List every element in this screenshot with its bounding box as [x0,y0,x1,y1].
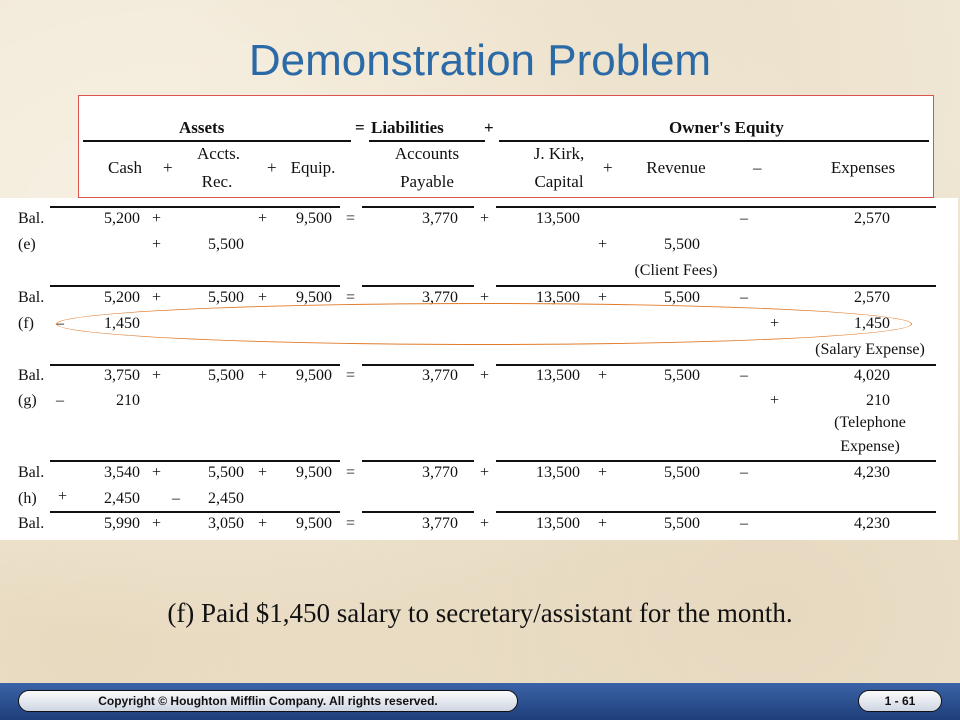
ap-value: 3,770 [422,464,458,481]
rec-value: 3,050 [208,515,244,532]
revenue-value: 5,500 [664,236,700,253]
capital-heading-1: J. Kirk, [533,144,585,163]
row-label: (e) [18,236,36,253]
operator: – [740,515,748,532]
balance-rule [50,511,340,513]
balance-rule [362,364,474,366]
balance-rule [496,285,936,287]
highlight-ellipse [56,303,912,345]
equals-sign: = [346,464,356,481]
plus-sign: + [267,158,277,177]
operator: + [480,289,490,306]
operator: – [56,392,64,409]
row-label: Bal. [18,515,45,532]
plus-sign: + [484,118,494,137]
rec-value: 5,500 [208,289,244,306]
expenses-value: 2,570 [854,210,890,227]
operator: – [740,464,748,481]
balance-rule [50,206,340,208]
row-label: (f) [18,315,34,332]
cash-value: 5,990 [104,515,140,532]
ap-heading-2: Payable [400,172,454,191]
cash-heading: Cash [108,158,142,177]
capital-value: 13,500 [536,367,580,384]
equip-value: 9,500 [296,515,332,532]
ap-value: 3,770 [422,210,458,227]
operator: + [770,315,780,332]
equip-value: 9,500 [296,464,332,481]
capital-value: 13,500 [536,515,580,532]
operator: + [598,367,608,384]
balance-rule [362,285,474,287]
operator: + [152,289,162,306]
equip-value: 9,500 [296,210,332,227]
slide-number: 1 - 61 [858,690,942,712]
plus-sign: + [163,158,173,177]
operator: + [598,464,608,481]
rec-value: 5,500 [208,464,244,481]
rec-value: 5,500 [208,367,244,384]
balance-rule [496,511,936,513]
balance-rule [362,511,474,513]
ap-value: 3,770 [422,289,458,306]
ap-value: 3,770 [422,515,458,532]
equals-sign: = [346,210,356,227]
expenses-value: 1,450 [854,315,890,332]
copyright-notice: Copyright © Houghton Mifflin Company. All rights reserved. [18,690,518,712]
owners-equity-heading: Owner's Equity [669,118,784,137]
operator: – [56,315,64,332]
operator: – [740,289,748,306]
transaction-note: (Salary Expense) [815,341,925,358]
capital-value: 13,500 [536,210,580,227]
balance-rule [50,460,340,462]
transaction-description: (f) Paid $1,450 salary to secretary/assistant for the month. [167,598,793,628]
operator: + [152,236,162,253]
operator: + [480,367,490,384]
operator: + [258,289,268,306]
slide-title: Demonstration Problem [248,36,712,85]
rec-value: 5,500 [208,236,244,253]
operator: + [58,488,68,505]
operator: + [480,515,490,532]
operator: – [740,210,748,227]
balance-rule [50,285,340,287]
operator: + [598,515,608,532]
expenses-value: 4,020 [854,367,890,384]
cash-value: 3,750 [104,367,140,384]
transaction-note: (Client Fees) [634,262,718,279]
row-label: Bal. [18,289,45,306]
expenses-value: 210 [866,392,890,409]
operator: + [258,367,268,384]
operator: – [172,490,180,507]
rec-value: 2,450 [208,490,244,507]
capital-value: 13,500 [536,289,580,306]
cash-value: 210 [116,392,140,409]
cash-value: 1,450 [104,315,140,332]
accts-rec-heading-2: Rec. [201,172,233,191]
operator: + [258,515,268,532]
revenue-heading: Revenue [646,158,706,177]
equals-sign: = [355,118,365,137]
operator: + [152,515,162,532]
revenue-value: 5,500 [664,367,700,384]
ap-value: 3,770 [422,367,458,384]
equals-sign: = [346,289,356,306]
operator: + [480,210,490,227]
cash-value: 3,540 [104,464,140,481]
operator: + [598,236,608,253]
transactions-panel [0,198,958,540]
balance-rule [50,364,340,366]
operator: + [598,289,608,306]
row-label: Bal. [18,464,45,481]
ap-heading-1: Accounts [394,144,460,163]
liabilities-heading: Liabilities [371,118,444,137]
operator: + [258,210,268,227]
balance-rule [496,364,936,366]
expenses-value: 2,570 [854,289,890,306]
expenses-value: 4,230 [854,464,890,481]
capital-value: 13,500 [536,464,580,481]
transaction-note: Expense) [840,438,900,455]
operator: – [740,367,748,384]
expenses-value: 4,230 [854,515,890,532]
row-label: (g) [18,392,37,409]
cash-value: 5,200 [104,289,140,306]
row-label: Bal. [18,367,45,384]
cash-value: 2,450 [104,490,140,507]
revenue-value: 5,500 [664,464,700,481]
transaction-note: (Telephone [834,414,906,431]
revenue-value: 5,500 [664,289,700,306]
minus-sign: – [753,158,762,177]
table-header [78,95,934,198]
operator: + [258,464,268,481]
revenue-value: 5,500 [664,515,700,532]
accts-rec-heading-1: Accts. [197,144,240,163]
balance-rule [496,206,936,208]
expenses-heading: Expenses [830,158,896,177]
plus-sign: + [603,158,613,177]
cash-value: 5,200 [104,210,140,227]
operator: + [152,367,162,384]
equip-heading: Equip. [290,158,336,177]
capital-heading-2: Capital [534,172,584,191]
row-label: (h) [18,490,37,507]
balance-rule [362,460,474,462]
balance-rule [362,206,474,208]
operator: + [480,464,490,481]
operator: + [770,392,780,409]
assets-heading: Assets [179,118,225,137]
operator: + [152,210,162,227]
equip-value: 9,500 [296,289,332,306]
equip-value: 9,500 [296,367,332,384]
equals-sign: = [346,367,356,384]
row-label: Bal. [18,210,45,227]
operator: + [152,464,162,481]
equals-sign: = [346,515,356,532]
balance-rule [496,460,936,462]
